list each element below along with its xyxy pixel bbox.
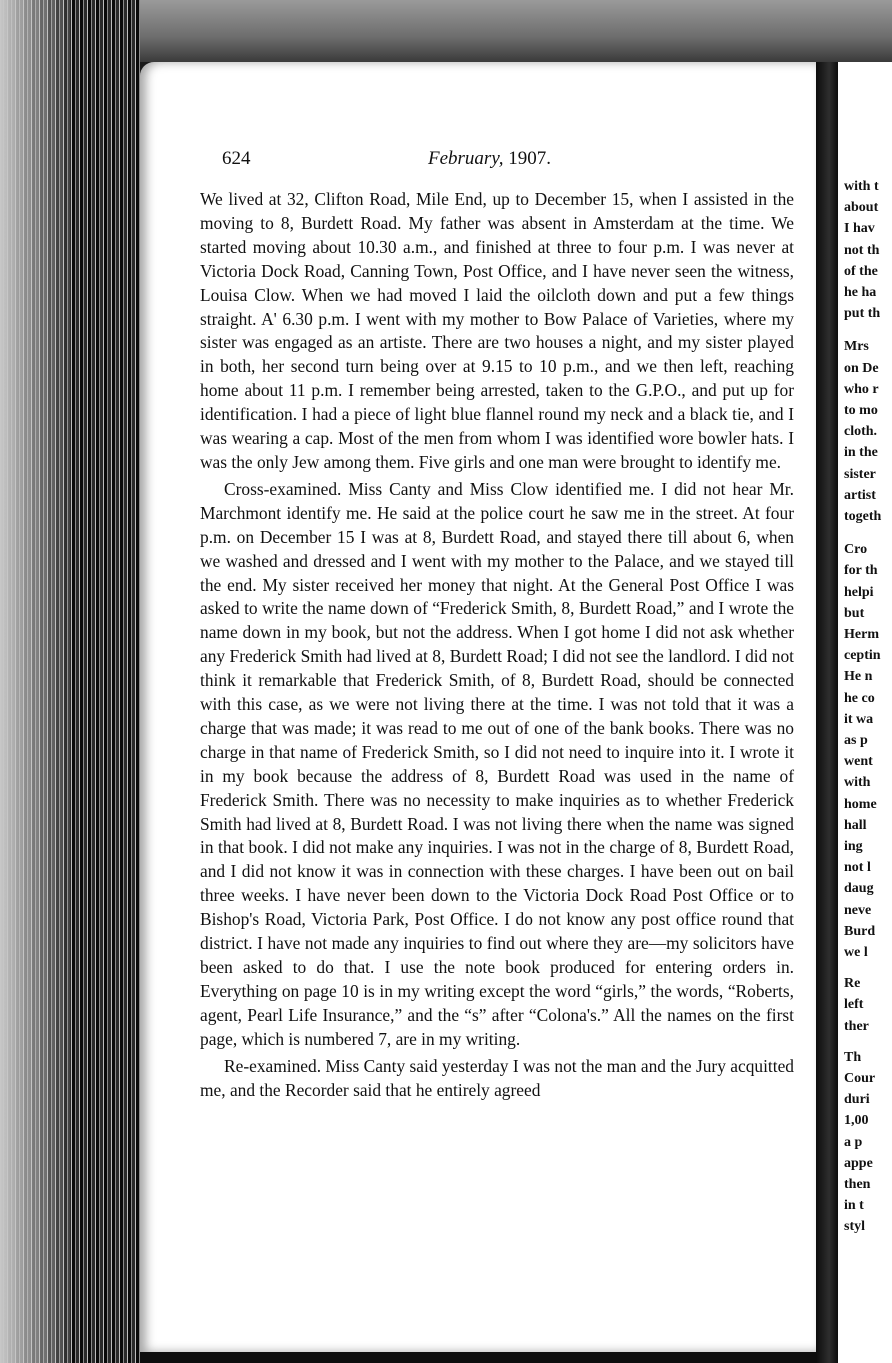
page-header: [222, 148, 594, 174]
facing-page-text: I hav: [844, 221, 875, 237]
facing-page-text: Th: [844, 1049, 862, 1065]
facing-page-text: put th: [844, 306, 881, 322]
scan-bottom-edge: [140, 1352, 816, 1363]
paragraph-testimony: We lived at 32, Clifton Road, Mile End, up to December 15, when I assisted in the moving to 8, Burdett Road. My father was absent in Amsterdam at the time. We started moving about 10.30 a.m., and finished at three to four p.m. I was never at Victoria Dock Road, Canning Town, Post Office, and I have never seen the witness, Louisa Clow. When we had moved I laid the oilcloth down and put a few things straight. A' 6.30 p.m. I went with my mother to Bow Palace of Varieties, where my sister was engaged as an artiste. There are two houses a night, and my sister played in both, her second turn being over at 9.15 to 10 p.m., and we then left, reaching home about 11 p.m. I remember being arrested, taken to the G.P.O., and put up for identification. I had a piece of light blue flannel round my neck and a black tie, and I was wearing a cap. Most of the men from whom I was identified wore bowler hats. I was the only Jew among them. Five girls and one man were brought to identify me.: [200, 189, 794, 472]
facing-page-text: Burd: [844, 923, 876, 939]
facing-page-text: with t: [844, 179, 879, 194]
facing-page-text: appe: [844, 1155, 873, 1171]
facing-page-text: in the: [844, 445, 878, 461]
facing-page-text: as p: [844, 733, 868, 748]
facing-page-text: Herm: [844, 627, 879, 642]
facing-page-text: daug: [844, 881, 874, 897]
facing-page-text: home: [844, 796, 877, 812]
facing-page-text: a p: [844, 1134, 863, 1150]
facing-page-text: duri: [844, 1092, 870, 1108]
facing-page-text: ceptin: [844, 648, 881, 664]
body-text: [200, 188, 794, 1102]
facing-page-text: he ha: [844, 285, 877, 300]
facing-page-text: who r: [844, 381, 879, 397]
facing-page-text: went: [844, 754, 873, 770]
facing-page-text: Mrs: [844, 339, 869, 355]
page-number: 624: [222, 148, 251, 169]
facing-page-text: sister: [844, 466, 876, 482]
facing-page-text: Cour: [844, 1071, 876, 1086]
facing-page-text: but: [844, 605, 865, 621]
facing-page-text: he co: [844, 690, 875, 706]
facing-page-text: cloth.: [844, 424, 878, 440]
facing-page-text: left: [844, 997, 864, 1013]
facing-page-text: then: [844, 1177, 871, 1192]
facing-page-text: Re: [844, 976, 861, 992]
facing-page-text: of the: [844, 263, 878, 279]
book-gutter: [816, 62, 838, 1363]
facing-page-text: for th: [844, 563, 878, 579]
facing-page-text: on De: [844, 360, 879, 376]
facing-page-text: it wa: [844, 711, 874, 727]
facing-page-fragment: [838, 62, 892, 1363]
facing-page-text: with: [844, 775, 871, 791]
facing-page-text: we l: [844, 945, 868, 960]
facing-page-text: not l: [844, 860, 871, 876]
year: 1907.: [508, 148, 551, 169]
facing-page-text: neve: [844, 902, 872, 918]
paragraph-cross-examined: Cross-examined. Miss Canty and Miss Clow identified me. I did not hear Mr. Marchmont identify me. He said at the police court he saw me in the street. At four p.m. on December 15 I was at 8, Burdett Road, and stayed there till about 6, when we washed and dressed and I went with my mother to the Palace, and we stayed till the end. My sister received her money that night. At the General Post Office I was asked to write the name down of “Frederick Smith, 8, Burdett Road,” and I wrote the name down in my book, but not the address. When I got home I did not ask whether any Frederick Smith had lived at 8, Burdett Road; I did not see the landlord. I did not think it remarkable that Frederick Smith, of 8, Burdett Road, should be connected with this case, as we were not living there at the time. I was not told that it was a charge that was made; it was read to me out of one of the bank books. There was no charge in that name of Frederick Smith, so I did not need to inquire into it. I wrote it in my book because the address of 8, Burdett Road was used in the name of Frederick Smith. There was no necessity to make inquiries as to whether Frederick Smith had lived at 8, Burdett Road. I was not living there when the name was signed in that book. I did not make any inquiries. I was not in the charge of 8, Burdett Road, and I did not know it was in connection with these charges. I have been out on bail three weeks. I have never been down to the Victoria Dock Road Post Office or to Bishop's Road, Victoria Park, Post Office. I do not know any post office round that district. I have not made any inquiries to find out where they are—my solicitors have been asked to do that. I use the note book produced for entering orders in. Everything on page 10 is in my writing except the word “girls,” the words, “Roberts, agent, Pearl Life Insurance,” and the “s” after “Colona's.” All the names on the first page, which is numbered 7, are in my writing.: [200, 478, 794, 1049]
facing-page-text: Cro: [844, 542, 868, 558]
book-binding-left: [0, 0, 140, 1363]
facing-page-text: to mo: [844, 403, 878, 418]
facing-page-text: ther: [844, 1018, 869, 1034]
facing-page-text: not th: [844, 242, 880, 258]
facing-page-text: 1,00: [844, 1113, 869, 1129]
facing-page-text: togeth: [844, 509, 882, 524]
facing-page-text: He n: [844, 669, 873, 685]
facing-page-text: ing: [844, 839, 863, 854]
facing-page-text: about: [844, 200, 879, 216]
paragraph-re-examined: Re-examined. Miss Canty said yesterday I was not the man and the Jury acquitted me, and the Recorder said that he entirely agreed: [200, 1055, 794, 1100]
facing-page-text: styl: [844, 1219, 865, 1235]
running-date: [428, 148, 551, 170]
facing-page-text: helpi: [844, 584, 874, 600]
facing-page-text: in t: [844, 1198, 864, 1214]
facing-page-text: hall: [844, 817, 867, 833]
facing-page-text: artist: [844, 487, 876, 503]
month-word: February,: [428, 148, 504, 169]
